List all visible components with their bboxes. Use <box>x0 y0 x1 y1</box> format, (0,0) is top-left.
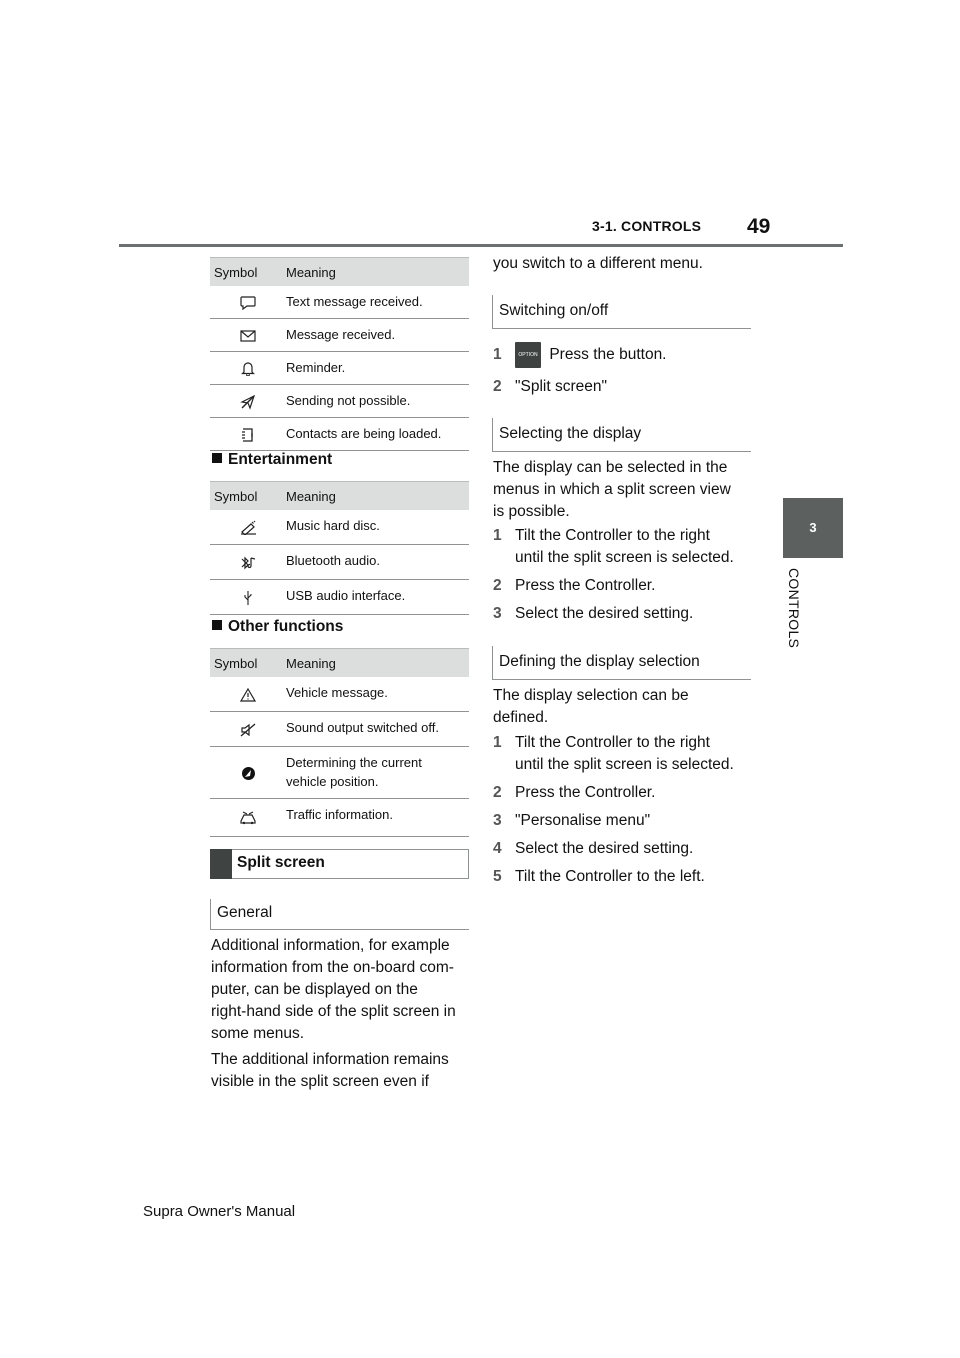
table-header-row <box>210 482 469 511</box>
meaning-cell: Contacts are being loaded. <box>282 418 469 451</box>
step-text <box>515 732 755 776</box>
col-meaning: Meaning <box>282 482 469 511</box>
meaning-cell: Message received. <box>282 319 469 352</box>
step-line: until the split screen is selected. <box>515 756 734 773</box>
meaning-cell: Sound output switched off. <box>282 712 469 747</box>
defining-step-5 <box>493 866 755 888</box>
step-number: 5 <box>493 868 502 885</box>
step-text: "Split screen" <box>515 378 607 395</box>
defining-step-1 <box>493 732 755 776</box>
text-line: The additional information remains <box>211 1051 449 1068</box>
meaning-cell: Traffic information. <box>282 799 469 837</box>
table-row <box>210 319 469 352</box>
table-row <box>210 712 469 747</box>
meaning-cell <box>282 747 469 799</box>
defining-step-3 <box>493 810 755 832</box>
square-bullet-icon <box>212 453 222 463</box>
step-text: "Personalise menu" <box>515 812 651 829</box>
step-line: until the split screen is selected. <box>515 549 734 566</box>
entertainment-heading-text: Entertainment <box>228 451 333 468</box>
bell-icon <box>241 360 255 375</box>
footer-manual-title: Supra Owner's Manual <box>143 1203 296 1220</box>
defining-step-2 <box>493 782 755 804</box>
text-line: menus in which a split screen view <box>493 481 731 498</box>
col-symbol: Symbol <box>210 649 282 678</box>
meaning-cell: Sending not possible. <box>282 385 469 418</box>
remains-paragraph <box>211 1049 473 1093</box>
selecting-step-2 <box>493 575 755 597</box>
step-text: Select the desired setting. <box>515 840 694 857</box>
traffic-info-icon <box>239 810 257 825</box>
selecting-heading: Selecting the display <box>492 418 751 452</box>
page-number: 49 <box>747 215 771 238</box>
step-text: Press the Controller. <box>515 577 656 594</box>
meaning-cell: Text message received. <box>282 286 469 319</box>
other-functions-heading <box>212 618 343 636</box>
entertainment-heading <box>212 451 332 469</box>
table-row <box>210 510 469 545</box>
step-line: Tilt the Controller to the right <box>515 527 710 544</box>
table-row <box>210 580 469 615</box>
step-number: 2 <box>493 784 502 801</box>
table-row <box>210 352 469 385</box>
messages-symbol-table <box>210 257 469 451</box>
step-number: 4 <box>493 840 502 857</box>
envelope-icon <box>240 327 256 342</box>
text-line: information from the on-board com- <box>211 959 454 976</box>
general-paragraph <box>211 935 473 1045</box>
step-number: 2 <box>493 378 502 395</box>
table-header-row <box>210 258 469 287</box>
heading-bar <box>210 849 232 879</box>
position-arrow-icon <box>241 765 256 780</box>
square-bullet-icon <box>212 620 222 630</box>
speech-bubble-icon <box>240 294 256 309</box>
text-line: Additional information, for example <box>211 937 450 954</box>
text-line: visible in the split screen even if <box>211 1073 429 1090</box>
usb-icon <box>243 589 253 604</box>
switching-step-1 <box>493 342 755 368</box>
step-number: 1 <box>493 527 502 544</box>
split-screen-heading-text: Split screen <box>237 854 325 871</box>
table-header-row <box>210 649 469 678</box>
defining-heading: Defining the display selection <box>492 646 751 680</box>
table-row <box>210 385 469 418</box>
table-row <box>210 799 469 837</box>
text-line: The display can be selected in the <box>493 459 728 476</box>
step-text-label: Press the button. <box>549 346 667 364</box>
meaning-cell: Music hard disc. <box>282 510 469 545</box>
meaning-cell: Reminder. <box>282 352 469 385</box>
text-line: some menus. <box>211 1025 305 1042</box>
text-line: The display selection can be <box>493 687 689 704</box>
step-text: Select the desired setting. <box>515 605 694 622</box>
step-number: 3 <box>493 605 502 622</box>
bluetooth-audio-icon <box>239 554 257 569</box>
step-number: 3 <box>493 812 502 829</box>
speaker-muted-icon <box>240 721 256 736</box>
selecting-paragraph <box>493 457 755 523</box>
selecting-step-3 <box>493 603 755 625</box>
meaning-cell: Vehicle message. <box>282 677 469 712</box>
step-number: 1 <box>493 734 502 751</box>
text-line: right-hand side of the split screen in <box>211 1003 456 1020</box>
other-functions-symbol-table <box>210 648 469 837</box>
col-symbol: Symbol <box>210 482 282 511</box>
step-number: 2 <box>493 577 502 594</box>
header-rule <box>119 244 843 247</box>
table-row <box>210 677 469 712</box>
remains-paragraph-continued: you switch to a different menu. <box>493 255 703 272</box>
step-line: Tilt the Controller to the right <box>515 734 710 751</box>
meaning-line: vehicle position. <box>286 774 379 789</box>
selecting-step-1 <box>493 525 755 569</box>
warning-triangle-icon <box>240 686 256 701</box>
section-title: 3-1. CONTROLS <box>592 218 702 234</box>
table-row <box>210 747 469 799</box>
meaning-line: Determining the current <box>286 755 422 770</box>
text-line: defined. <box>493 709 549 726</box>
chapter-tab: 3 <box>783 498 843 558</box>
send-blocked-icon <box>240 393 256 408</box>
text-line: is possible. <box>493 503 570 520</box>
general-heading: General <box>210 899 469 930</box>
table-row <box>210 545 469 580</box>
col-meaning: Meaning <box>282 258 469 287</box>
step-text: Press the Controller. <box>515 784 656 801</box>
meaning-cell: USB audio interface. <box>282 580 469 615</box>
col-meaning: Meaning <box>282 649 469 678</box>
table-row <box>210 418 469 451</box>
step-text <box>513 342 753 368</box>
switching-heading: Switching on/off <box>492 295 751 329</box>
step-number: 1 <box>493 346 502 363</box>
chapter-label: CONTROLS <box>786 568 802 649</box>
contacts-loading-icon <box>241 426 255 441</box>
table-row <box>210 286 469 319</box>
defining-step-4 <box>493 838 755 860</box>
switching-step-2 <box>493 376 755 398</box>
col-symbol: Symbol <box>210 258 282 287</box>
text-line: puter, can be displayed on the <box>211 981 418 998</box>
defining-paragraph <box>493 685 755 729</box>
hard-disc-music-icon <box>240 519 257 534</box>
option-button[interactable]: OPTION <box>515 342 541 368</box>
entertainment-symbol-table <box>210 481 469 615</box>
step-text: Tilt the Controller to the left. <box>515 868 705 885</box>
meaning-cell: Bluetooth audio. <box>282 545 469 580</box>
split-screen-heading <box>210 849 469 879</box>
other-functions-heading-text: Other functions <box>228 618 344 635</box>
step-text <box>515 525 755 569</box>
